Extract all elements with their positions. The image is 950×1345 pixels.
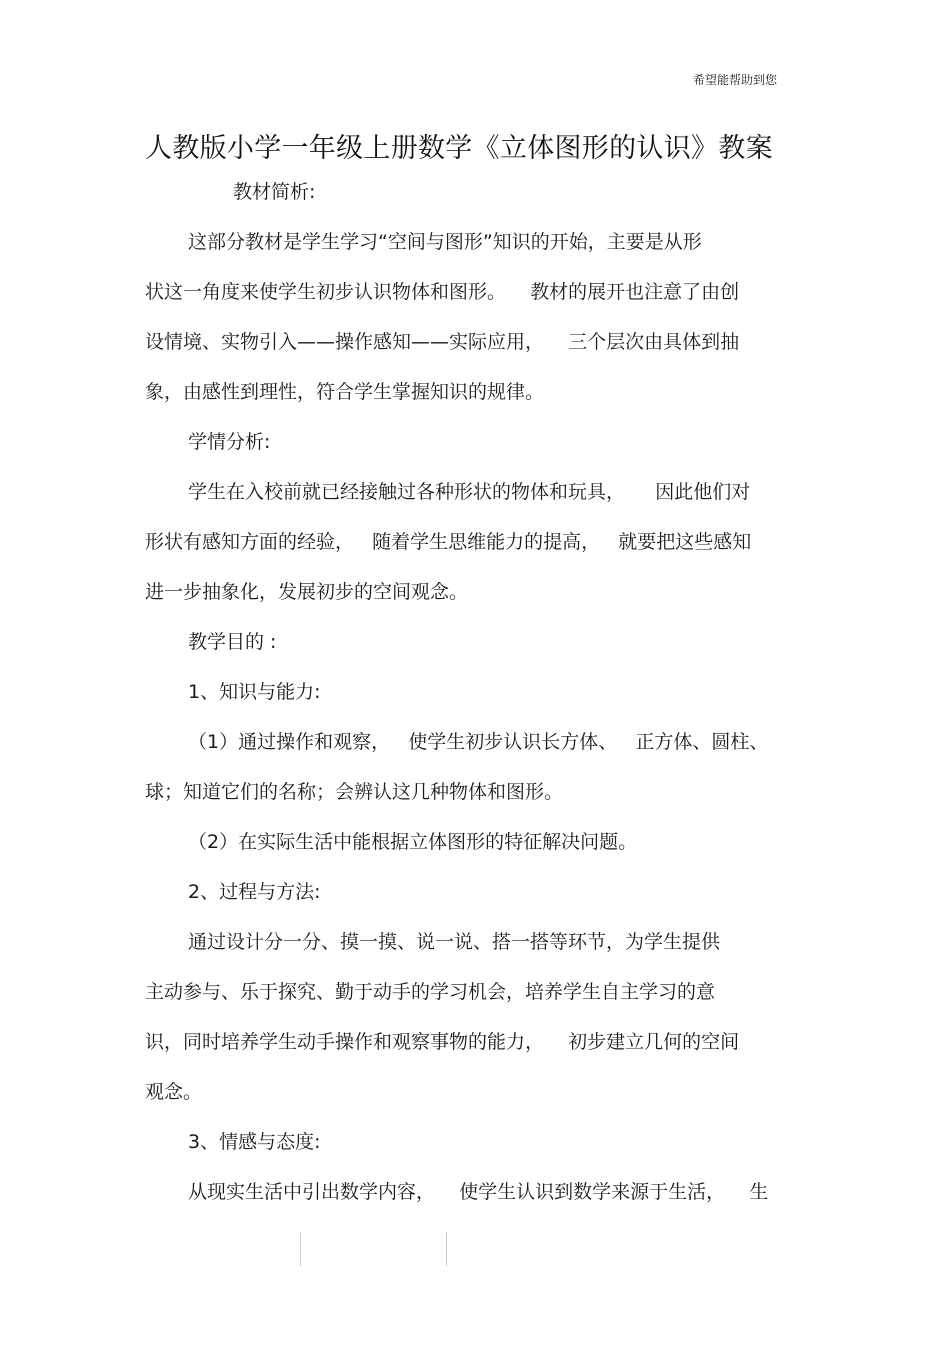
section-heading-teaching-goals: 教学目的 : [188,631,277,653]
paragraph-line: 主动参与、乐于探究、勤于动手的学习机会，培养学生自主学习的意 [145,981,716,1003]
paragraph-line: 学生在入校前就已经接触过各种形状的物体和玩具， 因此他们对 [188,481,751,503]
subheading-process-method: 2、过程与方法: [188,881,321,903]
subheading-knowledge-ability: 1、知识与能力: [188,681,321,703]
section-heading-textbook-analysis: 教材简析: [233,181,316,203]
divider-line [446,1232,447,1266]
paragraph-line: 形状有感知方面的经验， 随着学生思维能力的提高， 就要把这些感知 [145,531,752,553]
header-note: 希望能帮助到您 [693,73,778,87]
paragraph-line: 进一步抽象化，发展初步的空间观念。 [145,581,469,603]
paragraph-line: 观念。 [145,1081,203,1103]
paragraph-line: （1）通过操作和观察， 使学生初步认识长方体、 正方体、圆柱、 [188,731,769,753]
paragraph-line: 球；知道它们的名称；会辨认这几种物体和图形。 [145,781,564,803]
section-heading-student-analysis: 学情分析: [188,431,271,453]
paragraph-line: 设情境、实物引入——操作感知——实际应用， 三个层次由具体到抽 [145,331,740,353]
subheading-emotion-attitude: 3、情感与态度: [188,1131,321,1153]
divider-line [300,1232,301,1266]
paragraph-line: 状这一角度来使学生初步认识物体和图形。 教材的展开也注意了由创 [145,281,740,303]
paragraph-line: 通过设计分一分、摸一摸、说一说、搭一搭等环节，为学生提供 [188,931,721,953]
paragraph-line: 这部分教材是学生学习“空间与图形”知识的开始，主要是从形 [188,231,702,253]
document-title: 人教版小学一年级上册数学《立体图形的认识》教案 [145,133,773,164]
paragraph-line: 象，由感性到理性，符合学生掌握知识的规律。 [145,381,545,403]
paragraph-line: （2）在实际生活中能根据立体图形的特征解决问题。 [188,831,638,853]
paragraph-line: 从现实生活中引出数学内容， 使学生认识到数学来源于生活， 生 [188,1181,769,1203]
paragraph-line: 识，同时培养学生动手操作和观察事物的能力， 初步建立几何的空间 [145,1031,740,1053]
